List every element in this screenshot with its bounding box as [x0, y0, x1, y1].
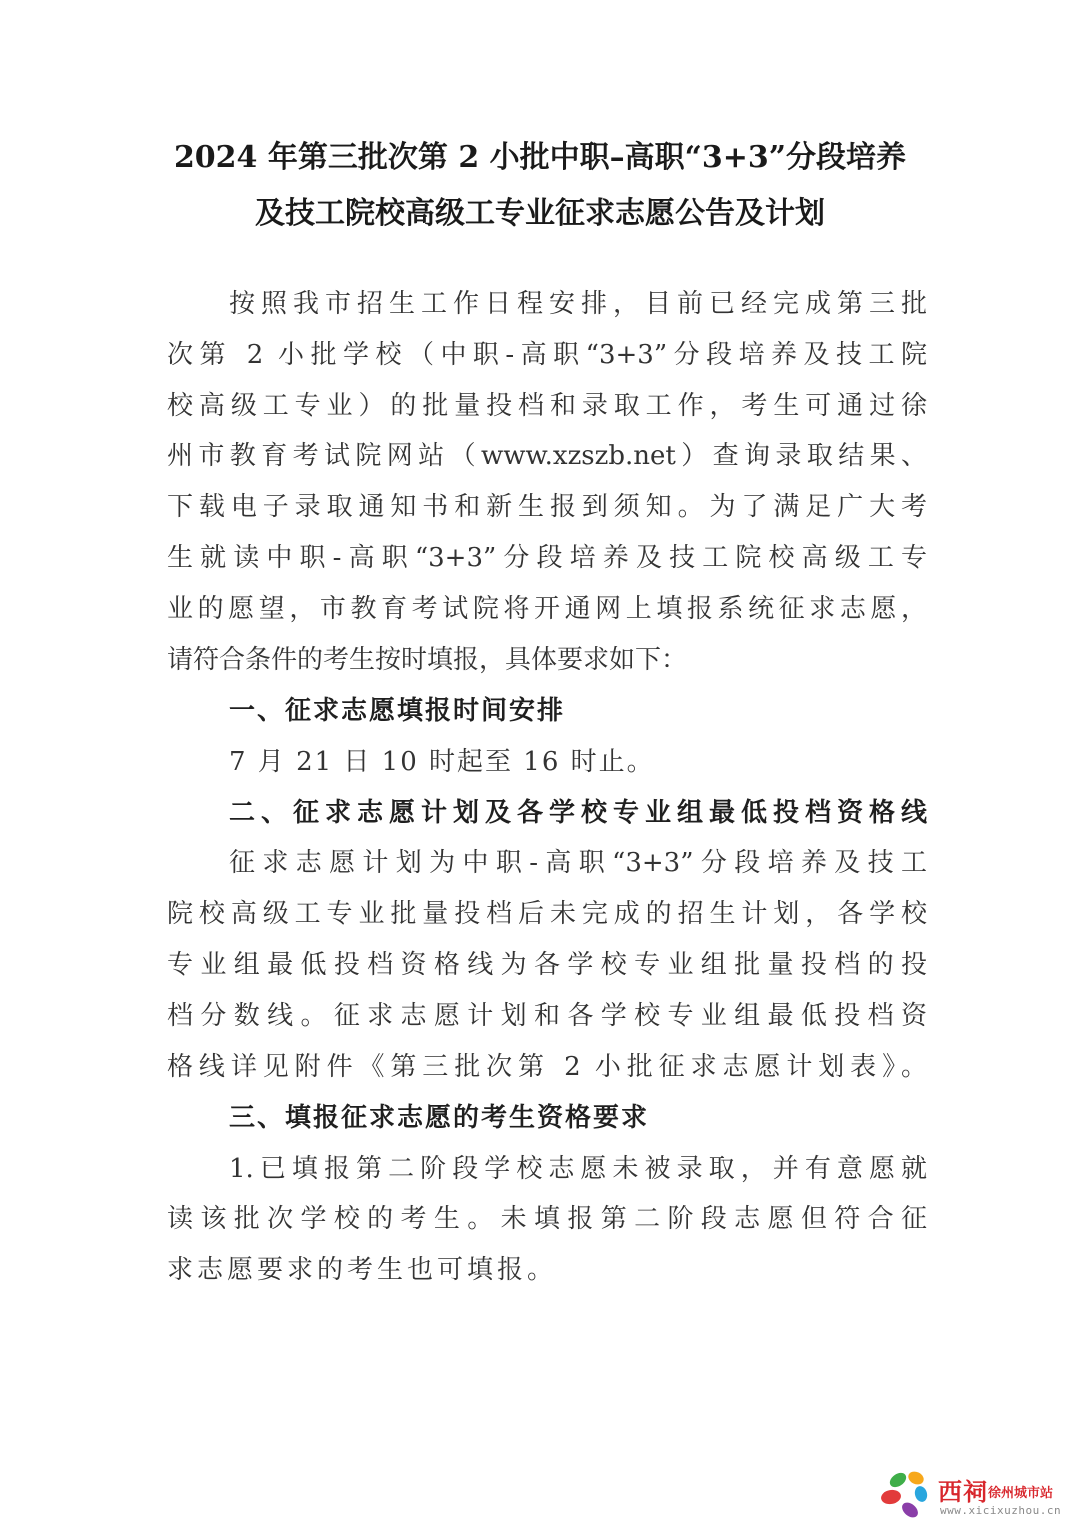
section-3-line: 读该批次学校的考生。未填报第二阶段志愿但符合征	[167, 1204, 927, 1234]
document-title-line-1: 2024 年第三批次第 2 小批中职–高职“3+3”分段培养	[173, 140, 907, 175]
intro-line: 生就读中职-高职“3+3”分段培养及技工院校高级工专	[167, 543, 927, 573]
intro-line: 请符合条件的考生按时填报，具体要求如下：	[167, 645, 688, 675]
section-3-line: 1.已填报第二阶段学校志愿未被录取，并有意愿就	[229, 1154, 927, 1184]
intro-line: 次第 2 小批学校（中职-高职“3+3”分段培养及技工院	[167, 340, 927, 370]
brand-name: 西祠	[938, 1478, 988, 1506]
section-heading-1: 一、征求志愿填报时间安排	[229, 696, 566, 726]
xici-watermark-logo	[876, 1462, 1080, 1528]
intro-line: 下载电子录取通知书和新生报到须知。为了满足广大考	[167, 492, 927, 522]
section-heading-2: 二、征求志愿计划及各学校专业组最低投档资格线	[229, 798, 927, 828]
section-2-line: 专业组最低投档资格线为各学校专业组批量投档的投	[167, 950, 927, 980]
document-title-line-2: 及技工院校高级工专业征求志愿公告及计划	[255, 196, 825, 231]
brand-city: 徐州城市站	[988, 1486, 1054, 1501]
brand-url: www.xicixuzhou.cn	[940, 1504, 1062, 1517]
section-2-line: 院校高级工专业批量投档后未完成的招生计划，各学校	[167, 899, 927, 929]
intro-line: 业的愿望，市教育考试院将开通网上填报系统征求志愿，	[167, 594, 927, 624]
intro-line: 州市教育考试院网站（www.xzszb.net）查询录取结果、	[167, 441, 927, 471]
section-3-line: 求志愿要求的考生也可填报。	[167, 1255, 558, 1285]
xici-flower-icon	[876, 1464, 936, 1524]
section-1-line: 7 月 21 日 10 时起至 16 时止。	[229, 747, 655, 777]
section-2-line: 格线详见附件《第三批次第 2 小批征求志愿计划表》。	[167, 1052, 927, 1082]
section-heading-3: 三、填报征求志愿的考生资格要求	[229, 1103, 650, 1133]
intro-line: 按照我市招生工作日程安排，目前已经完成第三批	[229, 289, 927, 319]
section-2-line: 档分数线。征求志愿计划和各学校专业组最低投档资	[167, 1001, 927, 1031]
section-2-line: 征求志愿计划为中职-高职“3+3”分段培养及技工	[229, 848, 927, 878]
xici-brand-text	[938, 1472, 1053, 1507]
intro-line: 校高级工专业）的批量投档和录取工作，考生可通过徐	[167, 391, 927, 421]
